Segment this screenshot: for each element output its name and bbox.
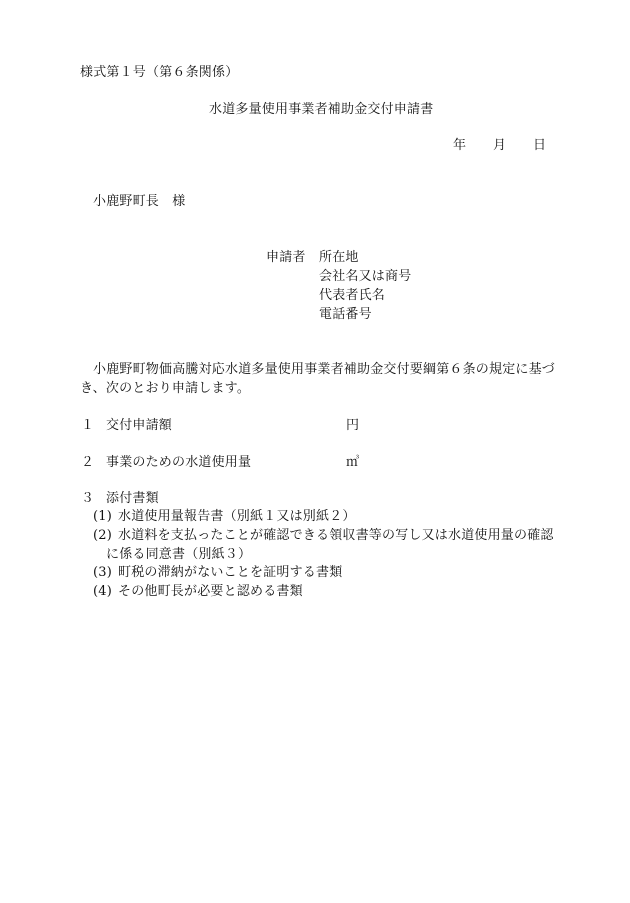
attachment-2-text: 水道料を支払ったことが確認できる領収書等の写し又は水道使用量の確認 [118, 528, 554, 543]
applicant-field-phone: 電話番号 [319, 307, 372, 322]
addressee: 小鹿野町長 様 [93, 194, 186, 209]
attachment-4-marker: (4) [93, 584, 113, 599]
body-text-line-2: き、次のとおり申請します。 [80, 381, 251, 396]
attachment-1-text: 水道使用量報告書（別紙１又は別紙２） [118, 509, 356, 524]
item-2-label: 事業のための水道使用量 [106, 455, 252, 470]
item-3-number: ３ [81, 491, 95, 506]
document-title: 水道多量使用事業者補助金交付申請書 [209, 102, 434, 117]
date-day: 日 [533, 138, 547, 153]
item-1-unit: 円 [346, 418, 360, 433]
applicant-field-representative: 代表者氏名 [319, 288, 386, 303]
attachment-1-marker: (1) [93, 509, 113, 524]
item-3-label: 添付書類 [106, 491, 159, 506]
body-text-line-1: 小鹿野町物価高騰対応水道多量使用事業者補助金交付要綱第６条の規定に基づ [93, 362, 556, 377]
item-2-unit: ㎥ [346, 455, 360, 470]
attachment-4-text: その他町長が必要と認める書類 [118, 584, 303, 599]
item-1-number: １ [81, 418, 95, 433]
applicant-field-company: 会社名又は商号 [319, 269, 412, 284]
applicant-label: 申請者 [266, 250, 306, 265]
form-label: 様式第１号（第６条関係） [80, 65, 239, 80]
item-2-number: ２ [81, 455, 95, 470]
item-1-label: 交付申請額 [106, 418, 173, 433]
attachment-3-marker: (3) [93, 565, 113, 580]
attachment-3-text: 町税の滞納がないことを証明する書類 [118, 565, 343, 580]
attachment-2-marker: (2) [93, 528, 113, 543]
date-month: 月 [493, 138, 507, 153]
attachment-2-text-continued: に係る同意書（別紙３） [106, 547, 252, 562]
applicant-field-address: 所在地 [319, 250, 359, 265]
date-year: 年 [453, 138, 467, 153]
